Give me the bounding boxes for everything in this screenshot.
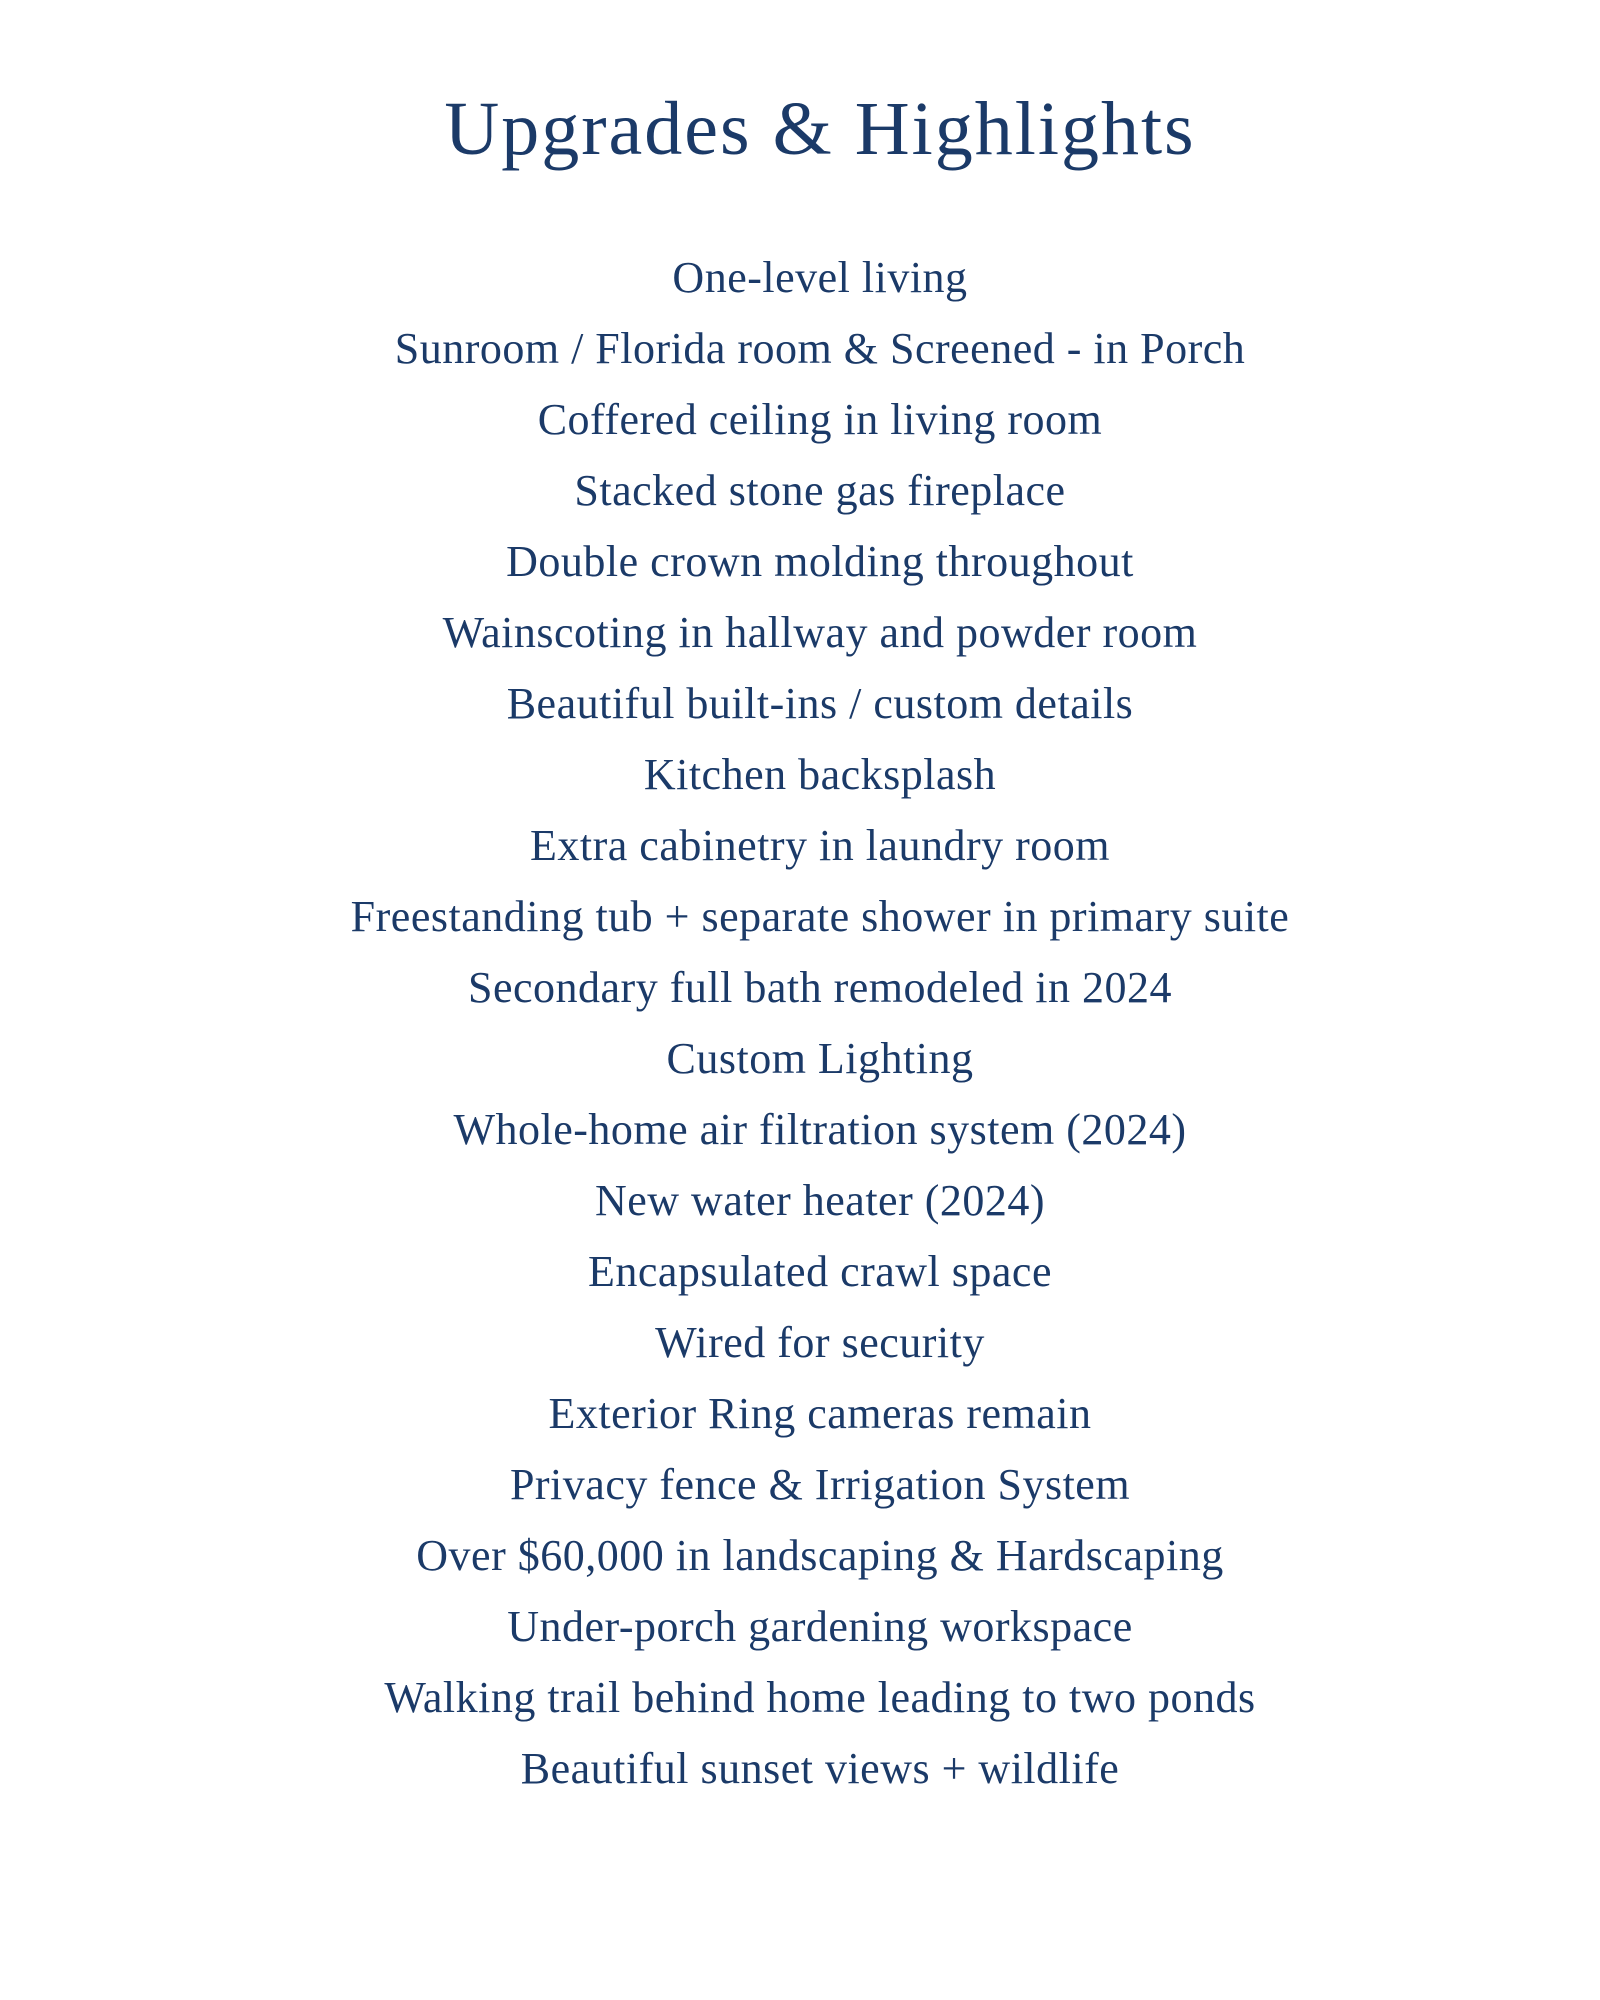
highlight-item: Beautiful built-ins / custom details [506, 678, 1134, 728]
page-title: Upgrades & Highlights [444, 87, 1196, 171]
highlight-item: Privacy fence & Irrigation System [509, 1459, 1131, 1509]
highlights-list [40, 172, 1600, 1804]
highlight-item: Extra cabinetry in laundry room [530, 820, 1110, 870]
highlight-item: Secondary full bath remodeled in 2024 [468, 962, 1172, 1012]
highlight-item: One-level living [672, 252, 968, 302]
highlight-item: Double crown molding throughout [506, 536, 1134, 586]
highlight-item: Custom Lighting [666, 1033, 974, 1083]
highlight-item: Under-porch gardening workspace [507, 1601, 1133, 1651]
highlight-item: Beautiful sunset views + wildlife [520, 1743, 1120, 1793]
highlight-item: Coffered ceiling in living room [537, 394, 1103, 444]
highlight-item: Encapsulated crawl space [588, 1246, 1052, 1296]
highlight-item: Exterior Ring cameras remain [548, 1388, 1092, 1438]
highlight-item: Kitchen backsplash [643, 749, 997, 799]
highlight-item: Wired for security [655, 1317, 985, 1367]
highlight-item: Over $60,000 in landscaping & Hardscaping [416, 1530, 1224, 1580]
highlight-item: Freestanding tub + separate shower in primary suite [350, 891, 1290, 941]
highlight-item: Wainscoting in hallway and powder room [442, 607, 1198, 657]
highlight-item: Walking trail behind home leading to two ponds [384, 1672, 1256, 1722]
highlight-item: Stacked stone gas fireplace [574, 465, 1066, 515]
highlight-item: New water heater (2024) [594, 1175, 1046, 1225]
highlight-item: Whole-home air filtration system (2024) [453, 1104, 1187, 1154]
highlight-item: Sunroom / Florida room & Screened - in Porch [394, 323, 1246, 373]
